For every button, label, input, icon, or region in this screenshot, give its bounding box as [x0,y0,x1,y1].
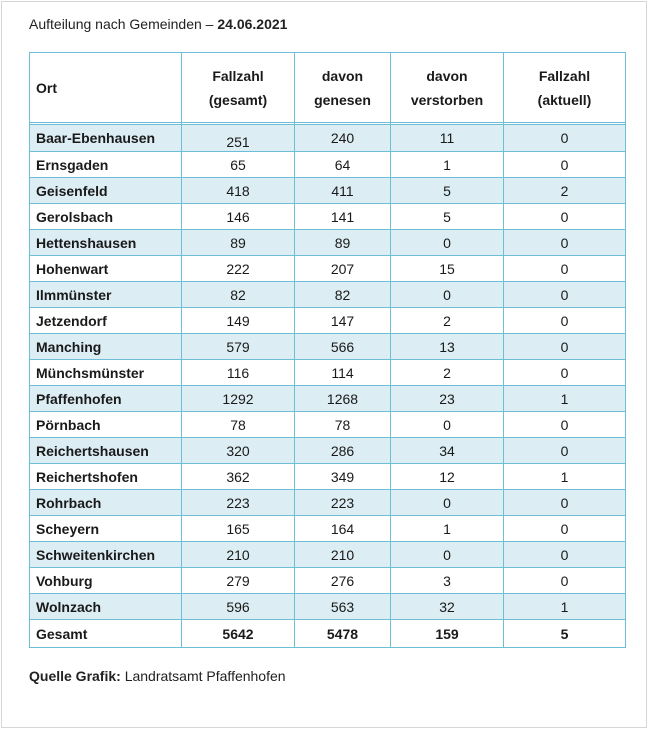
table-row [30,594,626,620]
table-row [30,464,626,490]
cell-genesen: 164 [295,516,391,542]
cell-fallzahl-aktuell: 0 [504,516,626,542]
header-fallzahl-aktuell-line1: Fallzahl [538,67,591,84]
table-row [30,125,626,152]
cell-genesen: 286 [295,438,391,464]
cell-verstorben: 0 [391,542,504,568]
cell-verstorben: 2 [391,360,504,386]
cell-genesen: 349 [295,464,391,490]
total-cell-ort: Gesamt [30,620,182,648]
cell-fallzahl-aktuell: 0 [504,412,626,438]
cell-verstorben: 11 [391,125,504,152]
cell-fallzahl-aktuell: 0 [504,256,626,282]
cell-ort: Pörnbach [30,412,182,438]
cell-ort: Ernsgaden [30,152,182,178]
table-row [30,386,626,412]
cell-genesen: 240 [295,125,391,152]
cell-fallzahl-gesamt: 78 [182,412,295,438]
header-fallzahl-gesamt [182,53,295,123]
cell-fallzahl-gesamt: 146 [182,204,295,230]
cell-ort: Scheyern [30,516,182,542]
cell-genesen: 210 [295,542,391,568]
cell-ort: Vohburg [30,568,182,594]
cell-genesen: 64 [295,152,391,178]
cell-ort: Hettenshausen [30,230,182,256]
cell-fallzahl-gesamt: 579 [182,334,295,360]
cell-genesen: 207 [295,256,391,282]
header-genesen-line1: davon [321,67,364,84]
cell-ort: Gerolsbach [30,204,182,230]
table-row [30,360,626,386]
cell-fallzahl-gesamt: 116 [182,360,295,386]
table-row [30,230,626,256]
cell-fallzahl-gesamt: 362 [182,464,295,490]
header-ort: Ort [30,53,182,123]
table-row [30,542,626,568]
table-header-row [30,53,626,123]
cell-ort: Wolnzach [30,594,182,620]
cell-fallzahl-gesamt: 279 [182,568,295,594]
cell-genesen: 276 [295,568,391,594]
cell-verstorben: 1 [391,152,504,178]
cell-fallzahl-aktuell: 1 [504,594,626,620]
cell-genesen: 141 [295,204,391,230]
cell-verstorben: 0 [391,230,504,256]
cell-verstorben: 5 [391,178,504,204]
cell-genesen: 411 [295,178,391,204]
cell-fallzahl-gesamt: 596 [182,594,295,620]
cell-fallzahl-gesamt: 223 [182,490,295,516]
cell-verstorben: 15 [391,256,504,282]
cell-fallzahl-aktuell: 0 [504,334,626,360]
cell-fallzahl-gesamt: 222 [182,256,295,282]
cell-ort: Pfaffenhofen [30,386,182,412]
cell-fallzahl-gesamt: 1292 [182,386,295,412]
cell-fallzahl-gesamt: 251 [182,125,295,152]
table-row [30,490,626,516]
cell-fallzahl-aktuell: 1 [504,386,626,412]
cell-verstorben: 3 [391,568,504,594]
cell-fallzahl-aktuell: 0 [504,308,626,334]
cases-table [29,52,626,648]
cell-fallzahl-gesamt: 320 [182,438,295,464]
header-verstorben-line2: verstorben [410,91,484,108]
cell-ort: Geisenfeld [30,178,182,204]
cell-fallzahl-aktuell: 0 [504,542,626,568]
cell-genesen: 114 [295,360,391,386]
table-body [30,123,626,648]
cell-ort: Jetzendorf [30,308,182,334]
total-cell-fallzahl-aktuell: 5 [504,620,626,648]
cell-verstorben: 0 [391,282,504,308]
cell-fallzahl-gesamt: 210 [182,542,295,568]
table-row [30,516,626,542]
cell-genesen: 147 [295,308,391,334]
table-row [30,438,626,464]
cell-verstorben: 32 [391,594,504,620]
cell-genesen: 78 [295,412,391,438]
table-row [30,178,626,204]
cell-fallzahl-aktuell: 1 [504,464,626,490]
cell-ort: Schweitenkirchen [30,542,182,568]
cell-genesen: 563 [295,594,391,620]
header-fallzahl-aktuell [504,53,626,123]
cell-verstorben: 2 [391,308,504,334]
cell-fallzahl-gesamt: 89 [182,230,295,256]
cell-fallzahl-aktuell: 0 [504,282,626,308]
source-note [29,668,286,684]
cell-fallzahl-aktuell: 0 [504,230,626,256]
header-genesen-line2: genesen [314,91,371,108]
cell-fallzahl-aktuell: 0 [504,152,626,178]
source-text: Landratsamt Pfaffenhofen [120,668,286,684]
cell-ort: Reichertshofen [30,464,182,490]
header-verstorben-line1: davon [426,67,468,84]
cell-genesen: 82 [295,282,391,308]
header-genesen [295,53,391,123]
title-prefix: Aufteilung nach Gemeinden – [29,16,218,32]
cell-verstorben: 5 [391,204,504,230]
cell-fallzahl-gesamt: 418 [182,178,295,204]
total-cell-genesen: 5478 [295,620,391,648]
cell-ort: Münchsmünster [30,360,182,386]
total-cell-fallzahl-gesamt: 5642 [182,620,295,648]
source-label: Quelle Grafik: [29,668,121,684]
header-fallzahl-gesamt-line1: Fallzahl [212,67,264,84]
cell-verstorben: 12 [391,464,504,490]
cell-fallzahl-gesamt: 165 [182,516,295,542]
cell-verstorben: 1 [391,516,504,542]
total-row [30,620,626,648]
cell-fallzahl-aktuell: 0 [504,360,626,386]
page-title [29,16,287,32]
header-fallzahl-aktuell-line2: (aktuell) [537,91,592,108]
cell-verstorben: 0 [391,412,504,438]
table-row [30,334,626,360]
table-row [30,256,626,282]
cell-ort: Ilmmünster [30,282,182,308]
cell-fallzahl-aktuell: 0 [504,438,626,464]
cell-fallzahl-aktuell: 0 [504,125,626,152]
cell-genesen: 223 [295,490,391,516]
cell-verstorben: 0 [391,490,504,516]
header-fallzahl-gesamt-line2: (gesamt) [208,91,268,108]
total-cell-verstorben: 159 [391,620,504,648]
cell-fallzahl-aktuell: 2 [504,178,626,204]
cell-genesen: 1268 [295,386,391,412]
cell-ort: Baar-Ebenhausen [30,125,182,152]
cell-verstorben: 34 [391,438,504,464]
table-row [30,204,626,230]
cell-verstorben: 23 [391,386,504,412]
cell-fallzahl-aktuell: 0 [504,568,626,594]
table-row [30,412,626,438]
table-row [30,308,626,334]
header-verstorben [391,53,504,123]
cell-genesen: 89 [295,230,391,256]
cell-fallzahl-gesamt: 65 [182,152,295,178]
cell-fallzahl-aktuell: 0 [504,204,626,230]
cell-fallzahl-aktuell: 0 [504,490,626,516]
table-row [30,282,626,308]
table-row [30,152,626,178]
cell-fallzahl-gesamt: 149 [182,308,295,334]
cell-genesen: 566 [295,334,391,360]
cell-ort: Manching [30,334,182,360]
cell-ort: Hohenwart [30,256,182,282]
cell-ort: Reichertshausen [30,438,182,464]
table-row [30,568,626,594]
cell-ort: Rohrbach [30,490,182,516]
cell-verstorben: 13 [391,334,504,360]
cell-fallzahl-gesamt: 82 [182,282,295,308]
title-date: 24.06.2021 [217,16,288,32]
